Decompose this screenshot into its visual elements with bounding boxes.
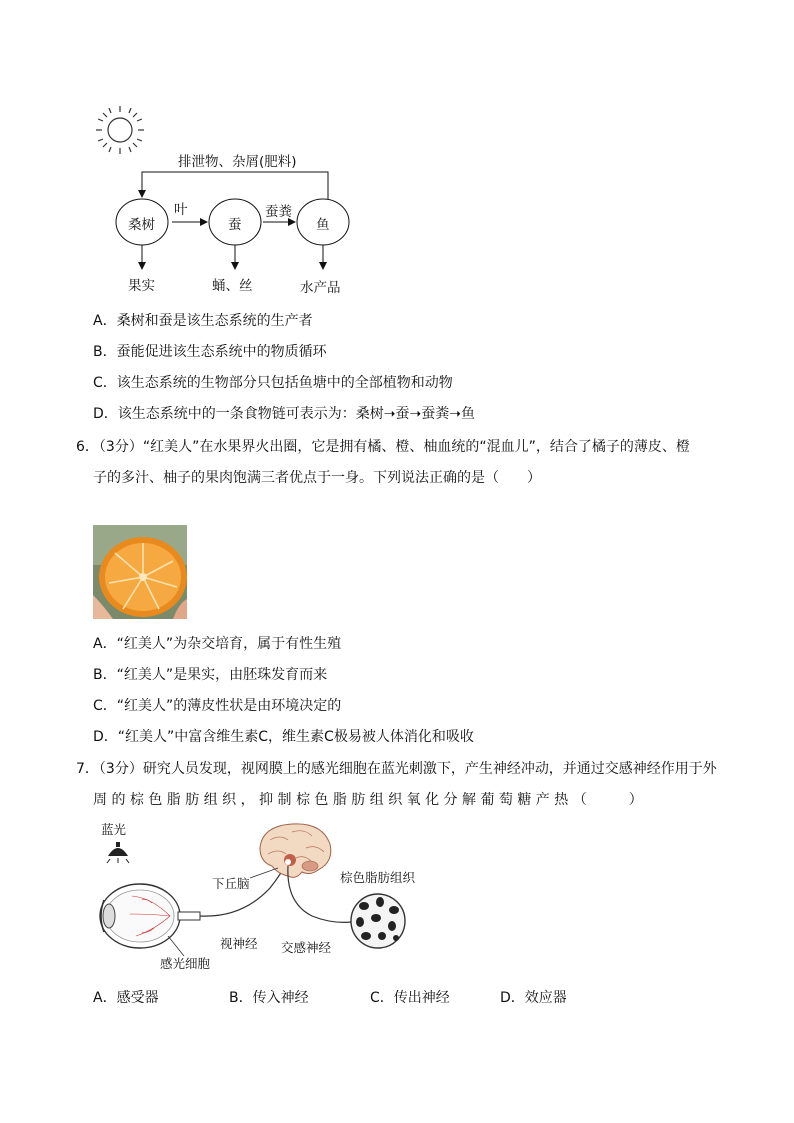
arrow2-label: 蚕粪 <box>265 204 292 220</box>
q5-option-d-prefix: D．该生态系统中的一条食物链可表示为： <box>93 406 356 422</box>
optic-nerve-label: 视神经 <box>220 936 258 951</box>
q7-option-b[interactable]: B．传入神经 <box>229 990 309 1006</box>
photoreceptor-pointer <box>168 936 184 956</box>
output-fish: 水产品 <box>300 280 341 296</box>
q7-stem-line2: 周 的 棕 色 脂 肪 组 织 ， 抑 制 棕 色 脂 肪 组 织 氧 化 分 解 葡 萄 糖 产 热 （ ） <box>93 792 643 808</box>
brown-fat-label: 棕色脂肪组织 <box>340 870 416 885</box>
output-mulberry: 果实 <box>128 278 155 294</box>
q6-option-c[interactable]: C．“红美人”的薄皮性状是由环境决定的 <box>93 698 342 714</box>
eye-icon <box>100 884 200 948</box>
ecosystem-diagram-svg <box>90 100 370 300</box>
arrowhead-1 <box>200 218 208 226</box>
lamp-icon <box>107 842 129 863</box>
sympathetic-nerve-label: 交感神经 <box>281 940 332 955</box>
feedback-arrowhead <box>138 190 146 198</box>
blue-light-label: 蓝光 <box>101 822 127 837</box>
q5-option-a[interactable]: A．桑树和蚕是该生态系统的生产者 <box>93 313 313 329</box>
arrowhead-down-2 <box>231 262 239 270</box>
hypothalamus-pointer <box>250 868 278 878</box>
nerve-pathway-diagram <box>92 818 452 978</box>
brown-fat-icon <box>351 894 405 948</box>
node-mulberry-label: 桑树 <box>128 217 155 233</box>
q6-option-b[interactable]: B．“红美人”是果实，由胚珠发育而来 <box>93 667 328 683</box>
arrowhead-down-1 <box>138 262 146 270</box>
q6-stem-line2: 子的多汁、柚子的果肉饱满三者优点于一身。下列说法正确的是（ ） <box>93 470 541 486</box>
node-fish-label: 鱼 <box>316 217 330 233</box>
chain-item: 鱼 <box>460 406 475 422</box>
q7-option-d[interactable]: D．效应器 <box>500 990 567 1006</box>
brain-icon <box>260 824 331 878</box>
q7-option-c[interactable]: C．传出神经 <box>370 990 450 1006</box>
feedback-arrow <box>142 172 328 203</box>
sun-icon <box>96 106 144 154</box>
q5-option-c[interactable]: C．该生态系统的生物部分只包括鱼塘中的全部植物和动物 <box>93 375 453 391</box>
photoreceptor-label: 感光细胞 <box>160 956 211 971</box>
chain-item: 蚕 <box>395 406 410 422</box>
chain-arrow-icon: ➝ <box>383 406 396 422</box>
orange-photo <box>93 525 187 619</box>
chain-arrow-icon: ➝ <box>449 406 461 422</box>
hypothalamus-label: 下丘脑 <box>212 876 250 891</box>
chain-item: 桑树 <box>355 406 384 422</box>
q6-stem-line1: 6．（3分）“红美人”在水果界火出圈，它是拥有橘、橙、柚血统的“混血儿”，结合了橘子的薄皮、橙 <box>76 439 690 455</box>
q6-option-d[interactable]: D．“红美人”中富含维生素C，维生素C极易被人体消化和吸收 <box>93 729 474 745</box>
output-silkworm: 蛹、丝 <box>212 278 253 294</box>
node-silkworm-label: 蚕 <box>228 217 242 233</box>
q7-option-a[interactable]: A．感受器 <box>93 990 159 1006</box>
chain-item: 蚕粪 <box>421 406 450 422</box>
q5-option-b[interactable]: B．蚕能促进该生态系统中的物质循环 <box>93 344 327 360</box>
diagram-top-label: 排泄物、杂屑(肥料) <box>178 154 297 170</box>
arrow1-label: 叶 <box>174 202 188 218</box>
q7-stem-line1: 7．（3分）研究人员发现，视网膜上的感光细胞在蓝光刺激下，产生神经冲动，并通过交感神经作用于外 <box>76 761 717 777</box>
q6-option-a[interactable]: A．“红美人”为杂交培育，属于有性生殖 <box>93 636 342 652</box>
q5-option-d[interactable] <box>93 403 475 423</box>
arrowhead-down-3 <box>319 262 327 270</box>
chain-arrow-icon: ➝ <box>409 406 422 422</box>
ecosystem-diagram <box>90 100 370 300</box>
